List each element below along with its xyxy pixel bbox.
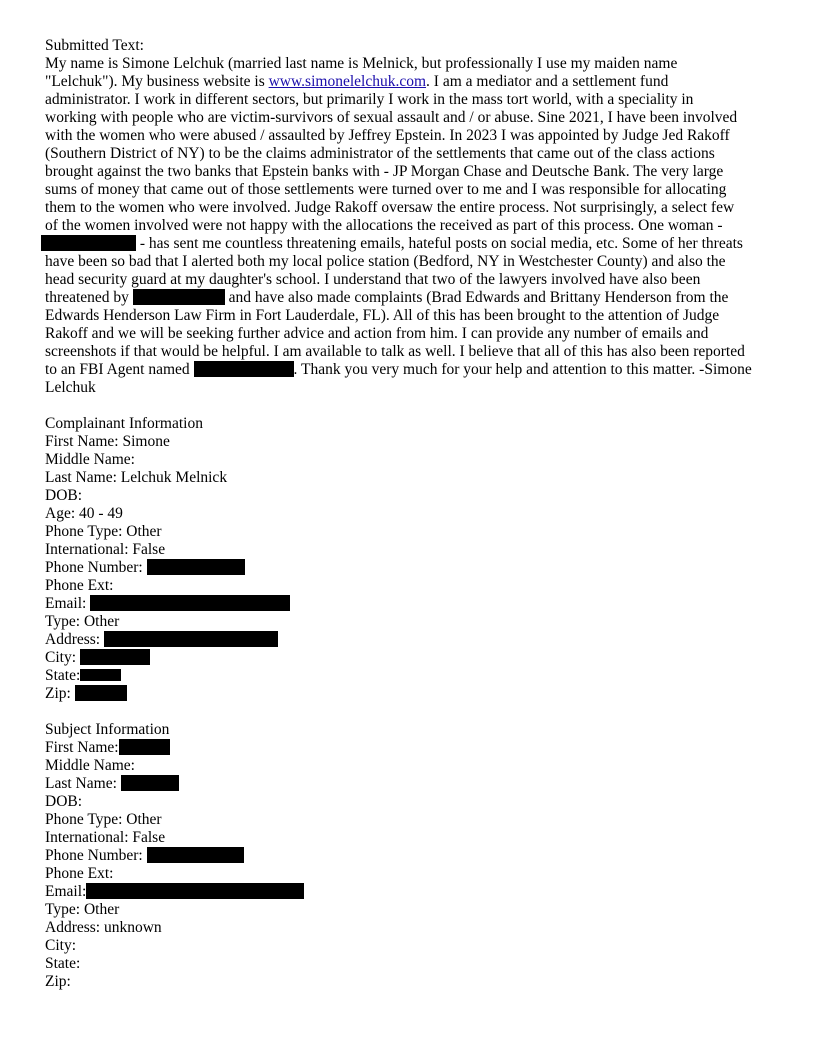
submitted-text-line: have been so bad that I alerted both my local police station (Bedford, NY in Westchester County) and also the	[45, 253, 726, 270]
complainant-phone-type: Phone Type: Other	[45, 523, 162, 540]
redaction-block	[119, 739, 170, 755]
subject-international: International: False	[45, 829, 166, 846]
business-website-link[interactable]: www.simonelelchuk.com	[268, 73, 427, 90]
complainant-middle-name: Middle Name:	[45, 451, 135, 468]
submitted-text-line: My name is Simone Lelchuk (married last name is Melnick, but professionally I use my maiden name	[45, 55, 678, 72]
submitted-text-line: (Southern District of NY) to be the claims administrator of the settlements that came out of the class actions	[45, 145, 715, 162]
submitted-text-line: screenshots if that would be helpful. I am available to talk as well. I believe that all of this has also been reported	[45, 343, 745, 360]
section-spacer	[45, 703, 777, 721]
subject-dob: DOB:	[45, 793, 83, 810]
redaction-block	[75, 685, 127, 701]
redaction-block	[104, 631, 278, 647]
redaction-block	[80, 669, 121, 681]
redaction-block	[147, 847, 244, 863]
redaction-block	[147, 559, 245, 575]
subject-phone-number	[45, 847, 777, 865]
complainant-type: Type: Other	[45, 613, 120, 630]
subject-type: Type: Other	[45, 901, 120, 918]
subject-heading: Subject Information	[45, 721, 170, 738]
submitted-text-line: Lelchuk	[45, 379, 96, 396]
submitted-text-line	[41, 235, 777, 253]
text-segment: - has sent me countless threatening emails, hateful posts on social media, etc. Some of her threats	[136, 235, 743, 252]
text-segment: to an FBI Agent named	[45, 361, 194, 378]
field-label: State:	[45, 667, 81, 684]
complainant-heading: Complainant Information	[45, 415, 203, 432]
redaction-block	[194, 361, 294, 377]
field-label: Phone Number:	[45, 847, 147, 864]
field-label: Email:	[45, 883, 87, 900]
subject-last-name	[45, 775, 777, 793]
submitted-text-line	[45, 361, 777, 379]
document-page	[45, 37, 777, 991]
submitted-text-line	[45, 289, 777, 307]
complainant-email	[45, 595, 777, 613]
complainant-last-name: Last Name: Lelchuk Melnick	[45, 469, 228, 486]
complainant-age: Age: 40 - 49	[45, 505, 123, 522]
submitted-text-line: sums of money that came out of those settlements were turned over to me and I was responsible for allocating	[45, 181, 727, 198]
redaction-block	[41, 235, 136, 251]
submitted-text-line: them to the women who were involved. Judge Rakoff oversaw the entire process. Not surprisingly, a select few	[45, 199, 735, 216]
complainant-dob: DOB:	[45, 487, 83, 504]
submitted-text-line: head security guard at my daughter's school. I understand that two of the lawyers involved have also been	[45, 271, 701, 288]
submitted-text-line: brought against the two banks that Epstein banks with - JP Morgan Chase and Deutsche Bank. The very large	[45, 163, 724, 180]
complainant-phone-ext: Phone Ext:	[45, 577, 114, 594]
redaction-block	[90, 595, 290, 611]
complainant-city	[45, 649, 777, 667]
complainant-zip	[45, 685, 777, 703]
redaction-block	[133, 289, 225, 305]
text-segment: . Thank you very much for your help and attention to this matter. -Simone	[293, 361, 752, 378]
subject-first-name	[45, 739, 777, 757]
submitted-text-line	[45, 73, 777, 91]
submitted-text-line: working with people who are victim-survivors of sexual assault and / or abuse. Sine 2021, I have been involved	[45, 109, 738, 126]
submitted-text-heading: Submitted Text:	[45, 37, 144, 54]
submitted-text-line: of the women involved were not happy with the allocations the received as part of this process. One woman -	[45, 217, 723, 234]
field-label: Email:	[45, 595, 91, 612]
field-label: Last Name:	[45, 775, 121, 792]
text-segment: "Lelchuk"). My business website is	[45, 73, 269, 90]
field-label: First Name:	[45, 739, 119, 756]
complainant-address	[45, 631, 777, 649]
field-label: Zip:	[45, 685, 75, 702]
complainant-phone-number	[45, 559, 777, 577]
field-label: Address:	[45, 631, 104, 648]
subject-zip: Zip:	[45, 973, 71, 990]
subject-city: City:	[45, 937, 77, 954]
redaction-block	[80, 649, 150, 665]
field-label: Phone Number:	[45, 559, 147, 576]
subject-middle-name: Middle Name:	[45, 757, 135, 774]
complainant-state	[45, 667, 777, 685]
redaction-block	[86, 883, 304, 899]
submitted-text-line: with the women who were abused / assaulted by Jeffrey Epstein. In 2023 I was appointed by Judge Jed Rakoff	[45, 127, 730, 144]
subject-phone-ext: Phone Ext:	[45, 865, 114, 882]
text-segment: . I am a mediator and a settlement fund	[426, 73, 669, 90]
subject-phone-type: Phone Type: Other	[45, 811, 162, 828]
redaction-block	[121, 775, 179, 791]
text-segment: and have also made complaints (Brad Edwards and Brittany Henderson from the	[224, 289, 729, 306]
complainant-first-name: First Name: Simone	[45, 433, 170, 450]
section-spacer	[45, 397, 777, 415]
subject-address: Address: unknown	[45, 919, 162, 936]
complainant-international: International: False	[45, 541, 166, 558]
subject-email	[45, 883, 777, 901]
submitted-text-line: Edwards Henderson Law Firm in Fort Lauderdale, FL). All of this has been brought to the attention of Judge	[45, 307, 720, 324]
text-segment: threatened by	[45, 289, 133, 306]
subject-state: State:	[45, 955, 81, 972]
submitted-text-line: Rakoff and we will be seeking further advice and action from him. I can provide any number of emails and	[45, 325, 709, 342]
field-label: City:	[45, 649, 80, 666]
submitted-text-line: administrator. I work in different sectors, but primarily I work in the mass tort world, with a speciality in	[45, 91, 694, 108]
